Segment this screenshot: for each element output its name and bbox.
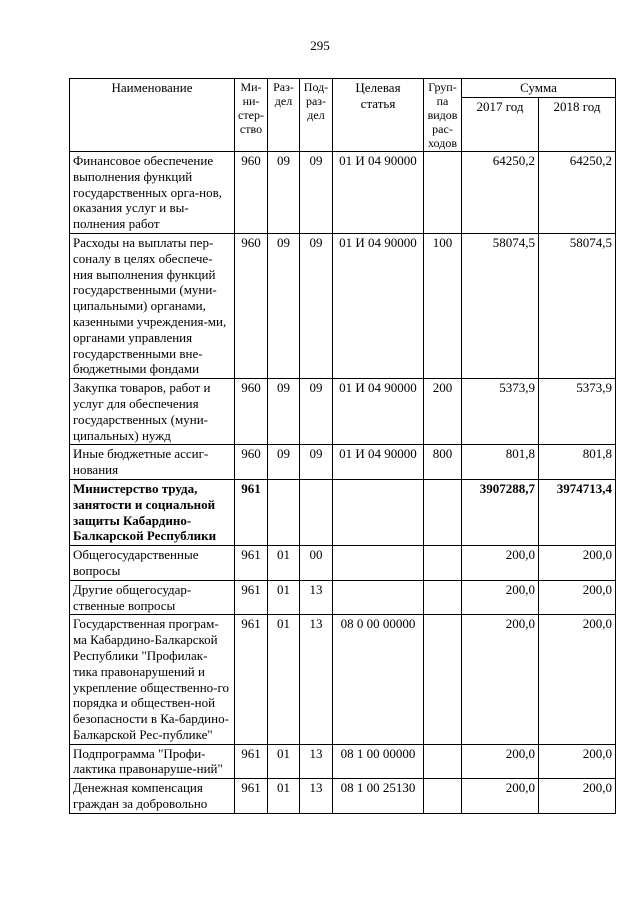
cell-ministry: 960: [235, 152, 268, 234]
header-target: Целевая статья: [333, 79, 424, 152]
cell-subsection: 09: [300, 379, 333, 445]
cell-y2017: 58074,5: [462, 233, 539, 378]
cell-group: 800: [424, 445, 462, 480]
cell-y2018: 3974713,4: [539, 479, 616, 545]
cell-y2018: 801,8: [539, 445, 616, 480]
cell-section: 09: [268, 445, 300, 480]
cell-y2018: 200,0: [539, 744, 616, 779]
cell-target: 01 И 04 90000: [333, 233, 424, 378]
header-group: Груп- па видов рас- ходов: [424, 79, 462, 152]
cell-target: 08 1 00 25130: [333, 779, 424, 814]
cell-y2018: 200,0: [539, 615, 616, 744]
cell-group: 200: [424, 379, 462, 445]
cell-subsection: 00: [300, 546, 333, 581]
cell-section: 09: [268, 233, 300, 378]
cell-y2017: 5373,9: [462, 379, 539, 445]
cell-y2017: 64250,2: [462, 152, 539, 234]
cell-section: 01: [268, 744, 300, 779]
cell-subsection: 13: [300, 744, 333, 779]
cell-target: 01 И 04 90000: [333, 152, 424, 234]
table-row: [70, 479, 616, 545]
table-body: [70, 152, 616, 814]
cell-name: Министерство труда, занятости и социальной защиты Кабардино-Балкарской Республики: [70, 479, 235, 545]
cell-target: [333, 580, 424, 615]
cell-name: Закупка товаров, работ и услуг для обеспечения государственных (муни-ципальных) нужд: [70, 379, 235, 445]
cell-y2018: 200,0: [539, 779, 616, 814]
cell-subsection: [300, 479, 333, 545]
cell-group: [424, 744, 462, 779]
cell-ministry: 961: [235, 546, 268, 581]
cell-subsection: 13: [300, 779, 333, 814]
cell-y2018: 200,0: [539, 546, 616, 581]
cell-group: [424, 546, 462, 581]
cell-name: Государственная програм-ма Кабардино-Балкарской Республики "Профилак-тика правонарушений и укрепление общественно-го порядка и обществен-ной безопасности в Ка-бардино-Балкарской Рес-публике": [70, 615, 235, 744]
cell-name: Подпрограмма "Профи-лактика правонаруше-ний": [70, 744, 235, 779]
cell-ministry: 961: [235, 479, 268, 545]
cell-y2018: 58074,5: [539, 233, 616, 378]
header-row-top: [70, 79, 616, 98]
header-section: Раз- дел: [268, 79, 300, 152]
cell-y2018: 64250,2: [539, 152, 616, 234]
cell-subsection: 13: [300, 615, 333, 744]
cell-ministry: 961: [235, 615, 268, 744]
table-row: [70, 379, 616, 445]
header-subsection: Под- раз- дел: [300, 79, 333, 152]
cell-group: 100: [424, 233, 462, 378]
cell-y2017: 200,0: [462, 744, 539, 779]
table-row: [70, 580, 616, 615]
cell-name: Финансовое обеспечение выполнения функций государственных орга-нов, оказания услуг и вы-полнения работ: [70, 152, 235, 234]
cell-group: [424, 479, 462, 545]
cell-target: 08 1 00 00000: [333, 744, 424, 779]
cell-target: 01 И 04 90000: [333, 379, 424, 445]
cell-group: [424, 615, 462, 744]
table-row: [70, 546, 616, 581]
cell-section: 09: [268, 152, 300, 234]
cell-section: 01: [268, 615, 300, 744]
cell-name: Общегосударственные вопросы: [70, 546, 235, 581]
cell-ministry: 961: [235, 744, 268, 779]
cell-target: [333, 479, 424, 545]
table-row: [70, 744, 616, 779]
cell-ministry: 960: [235, 445, 268, 480]
cell-name: Денежная компенсация граждан за добровольно: [70, 779, 235, 814]
cell-target: 01 И 04 90000: [333, 445, 424, 480]
header-ministry: Ми- ни- стер- ство: [235, 79, 268, 152]
cell-ministry: 960: [235, 379, 268, 445]
cell-section: 01: [268, 779, 300, 814]
cell-y2018: 5373,9: [539, 379, 616, 445]
cell-target: 08 0 00 00000: [333, 615, 424, 744]
cell-subsection: 09: [300, 233, 333, 378]
cell-ministry: 960: [235, 233, 268, 378]
cell-group: [424, 779, 462, 814]
cell-section: [268, 479, 300, 545]
cell-group: [424, 580, 462, 615]
table-row: [70, 152, 616, 234]
cell-y2018: 200,0: [539, 580, 616, 615]
cell-y2017: 200,0: [462, 615, 539, 744]
header-name: Наименование: [70, 79, 235, 152]
cell-group: [424, 152, 462, 234]
cell-section: 01: [268, 580, 300, 615]
cell-y2017: 3907288,7: [462, 479, 539, 545]
cell-ministry: 961: [235, 580, 268, 615]
cell-target: [333, 546, 424, 581]
cell-name: Другие общегосудар-ственные вопросы: [70, 580, 235, 615]
table-row: [70, 615, 616, 744]
header-2018: 2018 год: [539, 97, 616, 151]
cell-ministry: 961: [235, 779, 268, 814]
cell-y2017: 200,0: [462, 580, 539, 615]
header-sum: Сумма: [462, 79, 616, 98]
cell-section: 09: [268, 379, 300, 445]
cell-name: Иные бюджетные ассиг-нования: [70, 445, 235, 480]
header-2017: 2017 год: [462, 97, 539, 151]
table-row: [70, 445, 616, 480]
table-row: [70, 779, 616, 814]
cell-y2017: 200,0: [462, 546, 539, 581]
page-number: 295: [310, 38, 330, 53]
cell-name: Расходы на выплаты пер-соналу в целях обеспече-ния выполнения функций государственными (муни-ципальными) органами, казенными учреждения-ми, органами управления государственными вне-бюджетными фондами: [70, 233, 235, 378]
cell-y2017: 801,8: [462, 445, 539, 480]
cell-subsection: 13: [300, 580, 333, 615]
cell-section: 01: [268, 546, 300, 581]
cell-subsection: 09: [300, 152, 333, 234]
budget-table: [69, 78, 616, 814]
cell-subsection: 09: [300, 445, 333, 480]
table-row: [70, 233, 616, 378]
cell-y2017: 200,0: [462, 779, 539, 814]
